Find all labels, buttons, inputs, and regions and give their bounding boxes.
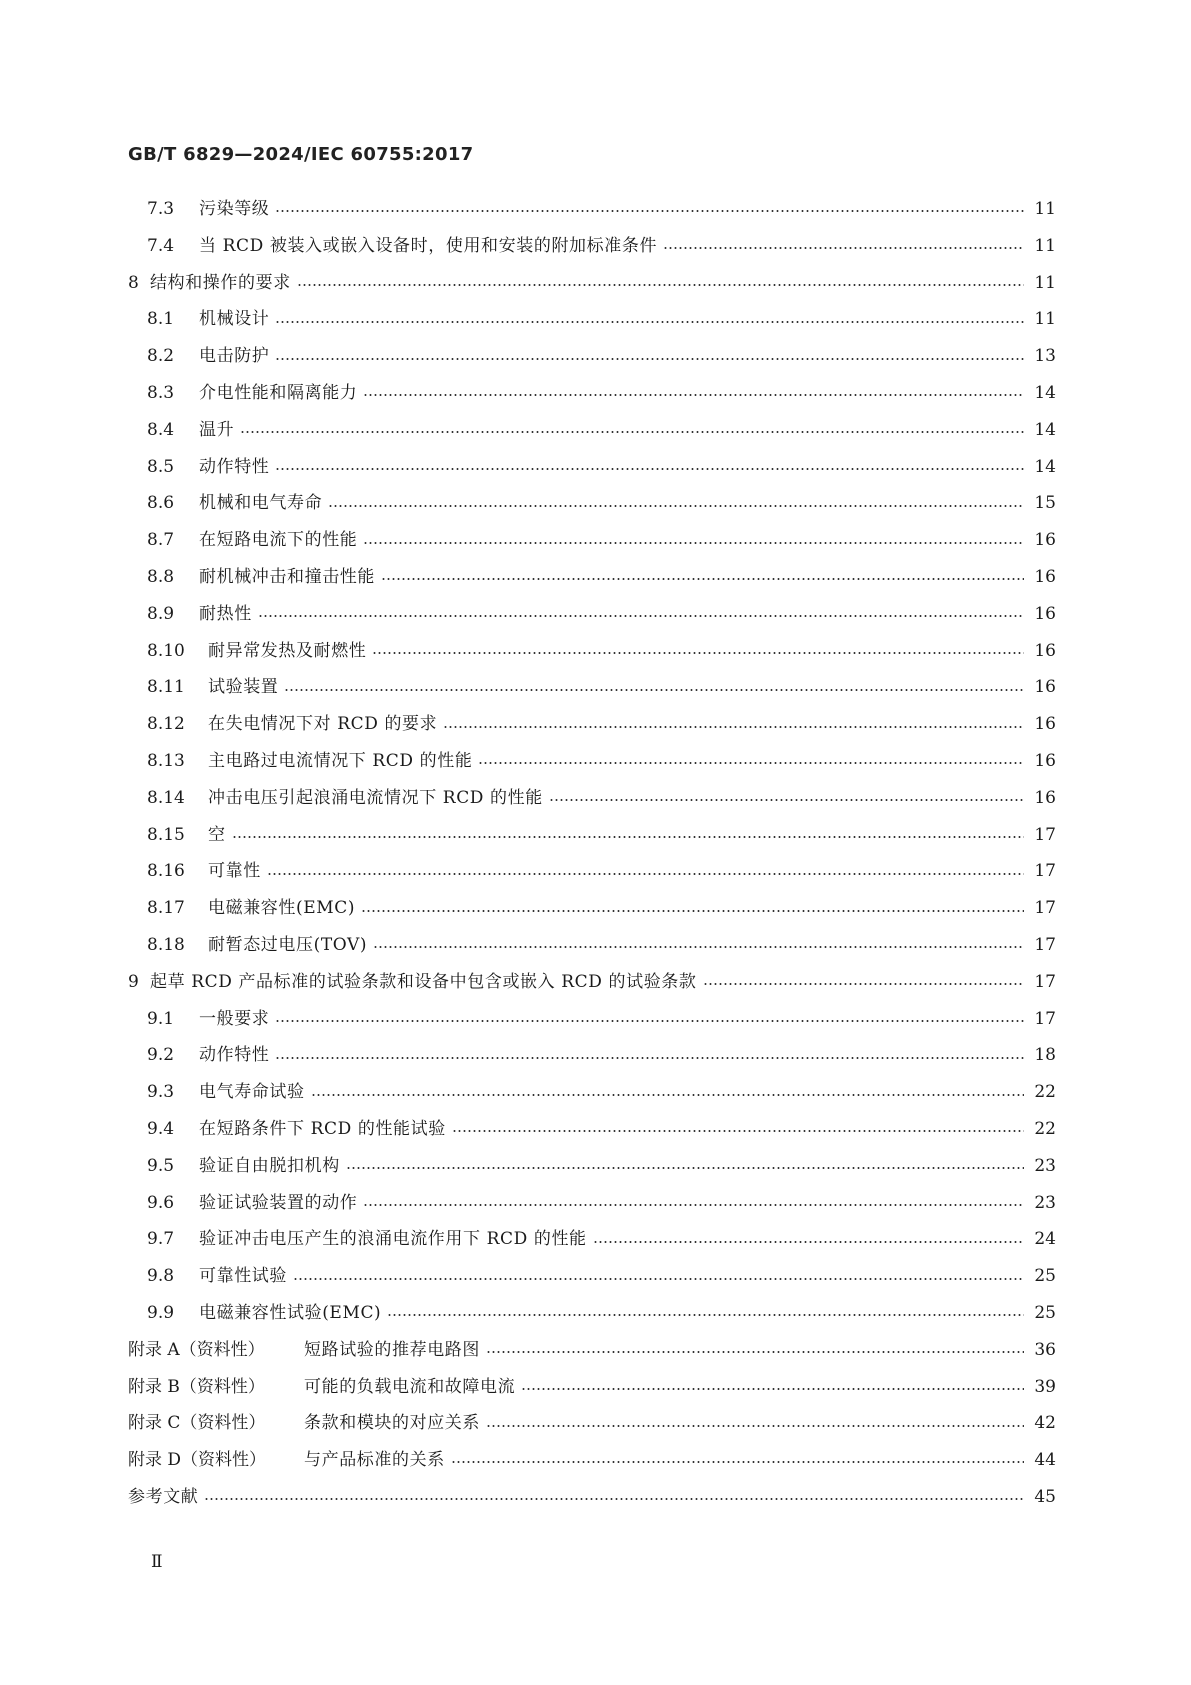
- toc-entry-title: 动作特性: [199, 456, 270, 477]
- dot-leader: [372, 652, 1024, 654]
- toc-entry[interactable]: [0, 191, 1191, 228]
- toc-entry-title: 验证试验装置的动作: [199, 1192, 358, 1213]
- toc-entry[interactable]: [0, 228, 1191, 265]
- toc-entry-number: 9.3: [147, 1082, 175, 1103]
- toc-entry-page: 17: [1034, 824, 1056, 845]
- toc-entry[interactable]: [0, 1037, 1191, 1074]
- toc-entry-title: 试验装置: [208, 677, 279, 698]
- toc-entry-number: 8.9: [147, 603, 175, 624]
- toc-entry-number: 7.3: [147, 199, 175, 219]
- toc-entry-title: 空: [208, 824, 226, 845]
- toc-entry-title: 验证冲击电压产生的浪涌电流作用下 RCD 的性能: [199, 1229, 587, 1250]
- toc-entry-page: 16: [1034, 603, 1056, 624]
- toc-entry-title: 一般要求: [199, 1008, 270, 1029]
- toc-entry[interactable]: [0, 596, 1191, 633]
- dot-leader: [293, 1278, 1024, 1280]
- toc-entry[interactable]: [0, 780, 1191, 817]
- toc-entry[interactable]: [0, 301, 1191, 338]
- dot-leader: [275, 1020, 1024, 1022]
- toc-entry-page: 23: [1034, 1155, 1056, 1176]
- toc-entry-page: 18: [1034, 1045, 1056, 1066]
- toc-entry-page: 16: [1034, 714, 1056, 735]
- toc-entry-number: 9.5: [147, 1155, 175, 1176]
- toc-entry-number: 附录 B（资料性）: [128, 1376, 265, 1397]
- toc-entry[interactable]: [0, 743, 1191, 780]
- dot-leader: [275, 468, 1024, 470]
- toc-entry[interactable]: [0, 1442, 1191, 1479]
- dot-leader: [311, 1094, 1024, 1096]
- toc-entry-page: 14: [1034, 419, 1056, 440]
- toc-entry-number: 8.6: [147, 493, 175, 514]
- dot-leader: [240, 431, 1024, 433]
- toc-entry-title: 参考文献: [128, 1486, 199, 1507]
- dot-leader: [275, 210, 1024, 212]
- dot-leader: [387, 1314, 1024, 1316]
- toc-entry-number: 附录 A（资料性）: [128, 1339, 265, 1360]
- toc-entry-page: 11: [1034, 272, 1056, 293]
- toc-entry-title: 机械和电气寿命: [199, 493, 323, 514]
- toc-entry-title: 电击防护: [199, 346, 270, 367]
- toc-entry-page: 14: [1034, 456, 1056, 477]
- toc-entry-page: 17: [1034, 934, 1056, 955]
- dot-leader: [593, 1241, 1024, 1243]
- toc-entry-page: 42: [1034, 1413, 1056, 1434]
- toc-entry-number: 9: [128, 971, 139, 992]
- toc-entry[interactable]: [0, 522, 1191, 559]
- toc-entry-title: 冲击电压引起浪涌电流情况下 RCD 的性能: [208, 787, 543, 808]
- toc-entry-page: 25: [1034, 1302, 1056, 1323]
- dot-leader: [204, 1498, 1024, 1500]
- toc-entry-title: 在短路电流下的性能: [199, 530, 358, 551]
- toc-entry-number: 9.9: [147, 1302, 175, 1323]
- dot-leader: [275, 321, 1024, 323]
- toc-entry-page: 17: [1034, 861, 1056, 882]
- dot-leader: [363, 394, 1024, 396]
- dot-leader: [703, 983, 1025, 985]
- toc-entry-number: 8.3: [147, 382, 175, 403]
- toc-entry-page: 22: [1034, 1082, 1056, 1103]
- toc-entry-title: 耐暂态过电压(TOV): [208, 934, 368, 955]
- toc-entry[interactable]: [0, 412, 1191, 449]
- toc-entry-number: 8.5: [147, 456, 175, 477]
- toc-entry-page: 24: [1034, 1229, 1056, 1250]
- toc-entry-number: 9.2: [147, 1045, 175, 1066]
- toc-entry-number: 8.15: [147, 824, 185, 845]
- toc-entry-title: 在失电情况下对 RCD 的要求: [208, 714, 438, 735]
- toc-entry-title: 当 RCD 被装入或嵌入设备时，使用和安装的附加标准条件: [199, 235, 658, 256]
- dot-leader: [451, 1461, 1024, 1463]
- dot-leader: [232, 836, 1024, 838]
- toc-entry-number: 8.8: [147, 566, 175, 587]
- toc-entry-page: 16: [1034, 640, 1056, 661]
- toc-entry[interactable]: [0, 669, 1191, 706]
- dot-leader: [486, 1351, 1024, 1353]
- toc-entry[interactable]: [0, 1295, 1191, 1332]
- toc-entry-page: 23: [1034, 1192, 1056, 1213]
- toc-entry[interactable]: [0, 375, 1191, 412]
- toc-entry[interactable]: [0, 1221, 1191, 1258]
- toc-entry[interactable]: [0, 633, 1191, 670]
- toc-entry[interactable]: [0, 927, 1191, 964]
- toc-entry-title: 可靠性试验: [199, 1266, 287, 1287]
- toc-entry-page: 14: [1034, 382, 1056, 403]
- toc-entry-title: 耐异常发热及耐燃性: [208, 640, 367, 661]
- toc-entry-title: 可靠性: [208, 861, 261, 882]
- toc-entry-number: 9.8: [147, 1266, 175, 1287]
- toc-entry-title: 耐机械冲击和撞击性能: [199, 566, 375, 587]
- toc-entry-number: 9.1: [147, 1008, 175, 1029]
- dot-leader: [346, 1167, 1024, 1169]
- toc-entry[interactable]: [0, 265, 1191, 302]
- toc-entry[interactable]: [0, 449, 1191, 486]
- page-number: Ⅱ: [151, 1552, 164, 1572]
- dot-leader: [275, 1057, 1024, 1059]
- dot-leader: [361, 910, 1024, 912]
- dot-leader: [258, 615, 1024, 617]
- toc-entry-number: 8.12: [147, 714, 185, 735]
- document-header: GB/T 6829—2024/IEC 60755:2017: [128, 144, 474, 165]
- toc-entry[interactable]: [0, 1405, 1191, 1442]
- toc-entry-page: 17: [1034, 898, 1056, 919]
- toc-entry-number: 8.4: [147, 419, 175, 440]
- toc-entry[interactable]: [0, 1332, 1191, 1369]
- toc-entry-page: 11: [1034, 199, 1056, 219]
- dot-leader: [549, 799, 1024, 801]
- toc-entry-page: 45: [1034, 1486, 1056, 1507]
- toc-entry-page: 13: [1034, 346, 1056, 367]
- toc-entry-title: 电磁兼容性试验(EMC): [199, 1302, 382, 1323]
- dot-leader: [452, 1130, 1024, 1132]
- toc-entry-number: 8.17: [147, 898, 185, 919]
- toc-entry[interactable]: [0, 890, 1191, 927]
- toc-entry-page: 17: [1034, 971, 1056, 992]
- toc-entry-number: 8.18: [147, 934, 185, 955]
- toc-entry-number: 8.10: [147, 640, 185, 661]
- dot-leader: [443, 726, 1024, 728]
- toc-entry-title: 条款和模块的对应关系: [304, 1413, 480, 1434]
- toc-entry[interactable]: [0, 817, 1191, 854]
- dot-leader: [486, 1425, 1024, 1427]
- dot-leader: [521, 1388, 1024, 1390]
- dot-leader: [328, 505, 1024, 507]
- toc-entry[interactable]: [0, 485, 1191, 522]
- dot-leader: [663, 247, 1024, 249]
- dot-leader: [284, 689, 1024, 691]
- toc-entry-title: 短路试验的推荐电路图: [304, 1339, 480, 1360]
- toc-entry-title: 污染等级: [199, 199, 270, 219]
- toc-entry-page: 16: [1034, 750, 1056, 771]
- toc-entry-title: 结构和操作的要求: [150, 272, 291, 293]
- toc-entry-number: 8.16: [147, 861, 185, 882]
- toc-entry[interactable]: [0, 1185, 1191, 1222]
- dot-leader: [373, 946, 1024, 948]
- toc-entry-number: 8.1: [147, 309, 175, 330]
- dot-leader: [297, 284, 1024, 286]
- toc-entry-number: 附录 C（资料性）: [128, 1413, 266, 1434]
- table-of-contents: [0, 191, 1191, 1516]
- toc-entry-page: 22: [1034, 1118, 1056, 1139]
- toc-entry-title: 温升: [199, 419, 235, 440]
- toc-entry-page: 39: [1034, 1376, 1056, 1397]
- toc-entry-number: 9.7: [147, 1229, 175, 1250]
- toc-entry-page: 16: [1034, 677, 1056, 698]
- toc-entry-number: 7.4: [147, 235, 175, 256]
- toc-entry[interactable]: [0, 1111, 1191, 1148]
- toc-entry-title: 电气寿命试验: [199, 1082, 305, 1103]
- dot-leader: [363, 542, 1024, 544]
- dot-leader: [363, 1204, 1024, 1206]
- toc-entry[interactable]: [0, 559, 1191, 596]
- toc-entry-page: 16: [1034, 566, 1056, 587]
- toc-entry-title: 验证自由脱扣机构: [199, 1155, 340, 1176]
- toc-entry-page: 11: [1034, 309, 1056, 330]
- toc-entry-title: 主电路过电流情况下 RCD 的性能: [208, 750, 473, 771]
- toc-entry[interactable]: [0, 706, 1191, 743]
- toc-entry-title: 可能的负载电流和故障电流: [304, 1376, 516, 1397]
- toc-entry-number: 8.2: [147, 346, 175, 367]
- dot-leader: [381, 578, 1024, 580]
- toc-entry-number: 9.6: [147, 1192, 175, 1213]
- toc-entry-title: 机械设计: [199, 309, 270, 330]
- toc-entry-title: 动作特性: [199, 1045, 270, 1066]
- toc-entry[interactable]: [0, 1148, 1191, 1185]
- toc-entry-page: 25: [1034, 1266, 1056, 1287]
- toc-entry-number: 8: [128, 272, 139, 293]
- toc-entry-page: 44: [1034, 1450, 1056, 1471]
- toc-entry[interactable]: [0, 1369, 1191, 1406]
- toc-entry-number: 8.14: [147, 787, 185, 808]
- toc-entry-title: 电磁兼容性(EMC): [208, 898, 356, 919]
- toc-entry-page: 11: [1034, 235, 1056, 256]
- toc-entry-number: 9.4: [147, 1118, 175, 1139]
- toc-entry[interactable]: [0, 853, 1191, 890]
- toc-entry-number: 附录 D（资料性）: [128, 1450, 267, 1471]
- dot-leader: [478, 762, 1024, 764]
- toc-entry-title: 在短路条件下 RCD 的性能试验: [199, 1118, 446, 1139]
- toc-entry-title: 耐热性: [199, 603, 252, 624]
- toc-entry-title: 介电性能和隔离能力: [199, 382, 358, 403]
- toc-entry-title: 与产品标准的关系: [304, 1450, 445, 1471]
- toc-entry[interactable]: [0, 338, 1191, 375]
- dot-leader: [267, 873, 1024, 875]
- toc-entry[interactable]: [0, 1074, 1191, 1111]
- dot-leader: [275, 358, 1024, 360]
- toc-entry[interactable]: [0, 964, 1191, 1001]
- toc-entry[interactable]: [0, 1479, 1191, 1516]
- toc-entry-page: 17: [1034, 1008, 1056, 1029]
- toc-entry-page: 15: [1034, 493, 1056, 514]
- toc-entry-number: 8.13: [147, 750, 185, 771]
- toc-entry-page: 36: [1034, 1339, 1056, 1360]
- toc-entry-number: 8.11: [147, 677, 185, 698]
- toc-entry-page: 16: [1034, 787, 1056, 808]
- toc-entry-title: 起草 RCD 产品标准的试验条款和设备中包含或嵌入 RCD 的试验条款: [150, 971, 697, 992]
- toc-entry-number: 8.7: [147, 530, 175, 551]
- toc-entry[interactable]: [0, 1001, 1191, 1038]
- toc-entry[interactable]: [0, 1258, 1191, 1295]
- toc-entry-page: 16: [1034, 530, 1056, 551]
